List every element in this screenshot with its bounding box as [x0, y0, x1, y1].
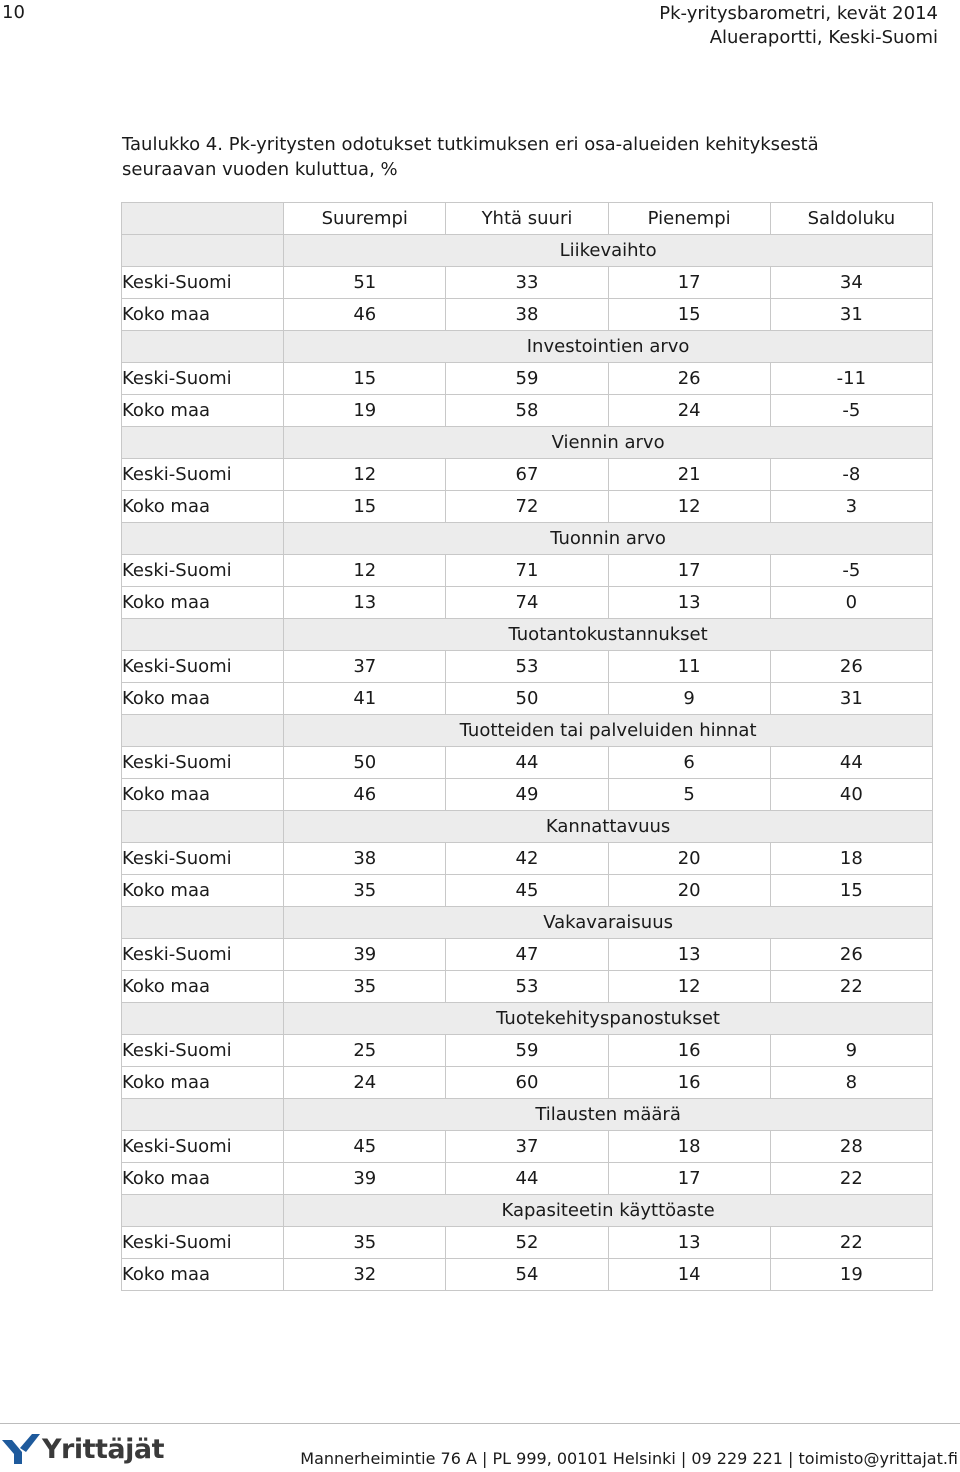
value-cell: 38 [446, 299, 608, 331]
table-row [122, 875, 933, 907]
table-row [122, 779, 933, 811]
value-cell: 0 [770, 587, 932, 619]
value-cell: 35 [284, 875, 446, 907]
row-label: Koko maa [122, 587, 284, 619]
value-cell: 37 [284, 651, 446, 683]
value-cell: 6 [608, 747, 770, 779]
value-cell: 15 [284, 491, 446, 523]
caption-line-1: Taulukko 4. Pk-yritysten odotukset tutkimuksen eri osa-alueiden kehityksestä [122, 134, 819, 155]
row-label: Keski-Suomi [122, 555, 284, 587]
corner-cell [122, 203, 284, 235]
row-label: Koko maa [122, 875, 284, 907]
value-cell: 12 [608, 971, 770, 1003]
section-label-spacer [122, 1099, 284, 1131]
row-label: Koko maa [122, 1259, 284, 1291]
section-row [122, 1099, 933, 1131]
table-row [122, 1131, 933, 1163]
table-row [122, 843, 933, 875]
section-label-spacer [122, 811, 284, 843]
page-number: 10 [2, 2, 25, 23]
value-cell: 17 [608, 267, 770, 299]
value-cell: 12 [608, 491, 770, 523]
value-cell: 32 [284, 1259, 446, 1291]
section-label-spacer [122, 1003, 284, 1035]
table-body [122, 203, 933, 1291]
caption-line-2: seuraavan vuoden kuluttua, % [122, 159, 398, 180]
table-row [122, 747, 933, 779]
value-cell: 74 [446, 587, 608, 619]
value-cell: 26 [770, 651, 932, 683]
column-header: Yhtä suuri [446, 203, 608, 235]
value-cell: 13 [608, 587, 770, 619]
value-cell: 50 [446, 683, 608, 715]
value-cell: 20 [608, 843, 770, 875]
value-cell: 59 [446, 1035, 608, 1067]
value-cell: 26 [770, 939, 932, 971]
section-row [122, 331, 933, 363]
value-cell: 53 [446, 651, 608, 683]
value-cell: -5 [770, 555, 932, 587]
column-header: Suurempi [284, 203, 446, 235]
value-cell: 59 [446, 363, 608, 395]
column-header-row [122, 203, 933, 235]
table-caption [122, 132, 922, 182]
value-cell: 46 [284, 299, 446, 331]
value-cell: 25 [284, 1035, 446, 1067]
value-cell: 31 [770, 683, 932, 715]
value-cell: 46 [284, 779, 446, 811]
yrittajat-logo [2, 1432, 164, 1466]
value-cell: 13 [608, 939, 770, 971]
report-title: Pk-yritysbarometri, kevät 2014 [659, 3, 938, 24]
section-row [122, 427, 933, 459]
table-row [122, 555, 933, 587]
column-header: Saldoluku [770, 203, 932, 235]
section-title: Tuotekehityspanostukset [284, 1003, 933, 1035]
section-label-spacer [122, 907, 284, 939]
row-label: Keski-Suomi [122, 1035, 284, 1067]
section-label-spacer [122, 715, 284, 747]
value-cell: -8 [770, 459, 932, 491]
row-label: Koko maa [122, 491, 284, 523]
logo-text: Yrittäjät [42, 1433, 165, 1465]
value-cell: 28 [770, 1131, 932, 1163]
value-cell: 45 [284, 1131, 446, 1163]
report-header [659, 2, 938, 50]
section-row [122, 1003, 933, 1035]
table-row [122, 491, 933, 523]
value-cell: 34 [770, 267, 932, 299]
value-cell: 45 [446, 875, 608, 907]
report-subtitle: Alueraportti, Keski-Suomi [709, 27, 938, 48]
value-cell: 9 [608, 683, 770, 715]
section-title: Investointien arvo [284, 331, 933, 363]
value-cell: 24 [284, 1067, 446, 1099]
value-cell: 19 [284, 395, 446, 427]
section-title: Viennin arvo [284, 427, 933, 459]
value-cell: 47 [446, 939, 608, 971]
value-cell: 13 [284, 587, 446, 619]
logo-mark-icon [2, 1434, 40, 1464]
table-row [122, 267, 933, 299]
value-cell: 22 [770, 1227, 932, 1259]
value-cell: 40 [770, 779, 932, 811]
table-row [122, 363, 933, 395]
value-cell: 39 [284, 1163, 446, 1195]
value-cell: 15 [284, 363, 446, 395]
value-cell: 44 [770, 747, 932, 779]
value-cell: -11 [770, 363, 932, 395]
value-cell: 12 [284, 459, 446, 491]
value-cell: 11 [608, 651, 770, 683]
value-cell: -5 [770, 395, 932, 427]
value-cell: 9 [770, 1035, 932, 1067]
value-cell: 17 [608, 555, 770, 587]
row-label: Keski-Suomi [122, 1131, 284, 1163]
value-cell: 49 [446, 779, 608, 811]
row-label: Koko maa [122, 1067, 284, 1099]
value-cell: 15 [770, 875, 932, 907]
row-label: Keski-Suomi [122, 651, 284, 683]
row-label: Koko maa [122, 299, 284, 331]
row-label: Keski-Suomi [122, 363, 284, 395]
value-cell: 16 [608, 1035, 770, 1067]
table-row [122, 651, 933, 683]
value-cell: 38 [284, 843, 446, 875]
value-cell: 13 [608, 1227, 770, 1259]
value-cell: 19 [770, 1259, 932, 1291]
table-row [122, 971, 933, 1003]
value-cell: 22 [770, 1163, 932, 1195]
row-label: Koko maa [122, 779, 284, 811]
value-cell: 54 [446, 1259, 608, 1291]
table-row [122, 587, 933, 619]
section-label-spacer [122, 331, 284, 363]
table-row [122, 1227, 933, 1259]
table-row [122, 299, 933, 331]
section-label-spacer [122, 523, 284, 555]
value-cell: 35 [284, 971, 446, 1003]
section-row [122, 811, 933, 843]
value-cell: 42 [446, 843, 608, 875]
section-label-spacer [122, 235, 284, 267]
section-label-spacer [122, 619, 284, 651]
value-cell: 14 [608, 1259, 770, 1291]
value-cell: 39 [284, 939, 446, 971]
footer-address: Mannerheimintie 76 A | PL 999, 00101 Helsinki | 09 229 221 | toimisto@yrittajat.fi [300, 1449, 958, 1468]
value-cell: 44 [446, 1163, 608, 1195]
section-title: Kapasiteetin käyttöaste [284, 1195, 933, 1227]
value-cell: 71 [446, 555, 608, 587]
section-title: Tuotantokustannukset [284, 619, 933, 651]
section-title: Tuotteiden tai palveluiden hinnat [284, 715, 933, 747]
value-cell: 52 [446, 1227, 608, 1259]
row-label: Keski-Suomi [122, 747, 284, 779]
table-row [122, 1163, 933, 1195]
value-cell: 37 [446, 1131, 608, 1163]
value-cell: 15 [608, 299, 770, 331]
value-cell: 26 [608, 363, 770, 395]
value-cell: 51 [284, 267, 446, 299]
section-row [122, 235, 933, 267]
value-cell: 21 [608, 459, 770, 491]
row-label: Koko maa [122, 395, 284, 427]
table-row [122, 1035, 933, 1067]
expectations-table [121, 202, 933, 1291]
row-label: Keski-Suomi [122, 459, 284, 491]
value-cell: 12 [284, 555, 446, 587]
value-cell: 60 [446, 1067, 608, 1099]
section-row [122, 619, 933, 651]
section-title: Vakavaraisuus [284, 907, 933, 939]
value-cell: 3 [770, 491, 932, 523]
value-cell: 5 [608, 779, 770, 811]
column-header: Pienempi [608, 203, 770, 235]
value-cell: 67 [446, 459, 608, 491]
section-label-spacer [122, 427, 284, 459]
table-row [122, 1259, 933, 1291]
section-title: Liikevaihto [284, 235, 933, 267]
value-cell: 16 [608, 1067, 770, 1099]
value-cell: 22 [770, 971, 932, 1003]
footer-divider [0, 1423, 960, 1424]
row-label: Keski-Suomi [122, 267, 284, 299]
value-cell: 72 [446, 491, 608, 523]
row-label: Koko maa [122, 683, 284, 715]
value-cell: 35 [284, 1227, 446, 1259]
table-row [122, 1067, 933, 1099]
value-cell: 20 [608, 875, 770, 907]
value-cell: 58 [446, 395, 608, 427]
row-label: Keski-Suomi [122, 843, 284, 875]
value-cell: 18 [770, 843, 932, 875]
section-row [122, 523, 933, 555]
table-row [122, 395, 933, 427]
value-cell: 31 [770, 299, 932, 331]
section-row [122, 907, 933, 939]
row-label: Keski-Suomi [122, 939, 284, 971]
section-title: Kannattavuus [284, 811, 933, 843]
table-row [122, 939, 933, 971]
value-cell: 44 [446, 747, 608, 779]
row-label: Koko maa [122, 1163, 284, 1195]
value-cell: 53 [446, 971, 608, 1003]
section-title: Tilausten määrä [284, 1099, 933, 1131]
row-label: Koko maa [122, 971, 284, 1003]
value-cell: 41 [284, 683, 446, 715]
table-row [122, 459, 933, 491]
section-label-spacer [122, 1195, 284, 1227]
value-cell: 24 [608, 395, 770, 427]
value-cell: 33 [446, 267, 608, 299]
section-title: Tuonnin arvo [284, 523, 933, 555]
value-cell: 50 [284, 747, 446, 779]
section-row [122, 1195, 933, 1227]
value-cell: 8 [770, 1067, 932, 1099]
value-cell: 17 [608, 1163, 770, 1195]
value-cell: 18 [608, 1131, 770, 1163]
row-label: Keski-Suomi [122, 1227, 284, 1259]
table-row [122, 683, 933, 715]
section-row [122, 715, 933, 747]
